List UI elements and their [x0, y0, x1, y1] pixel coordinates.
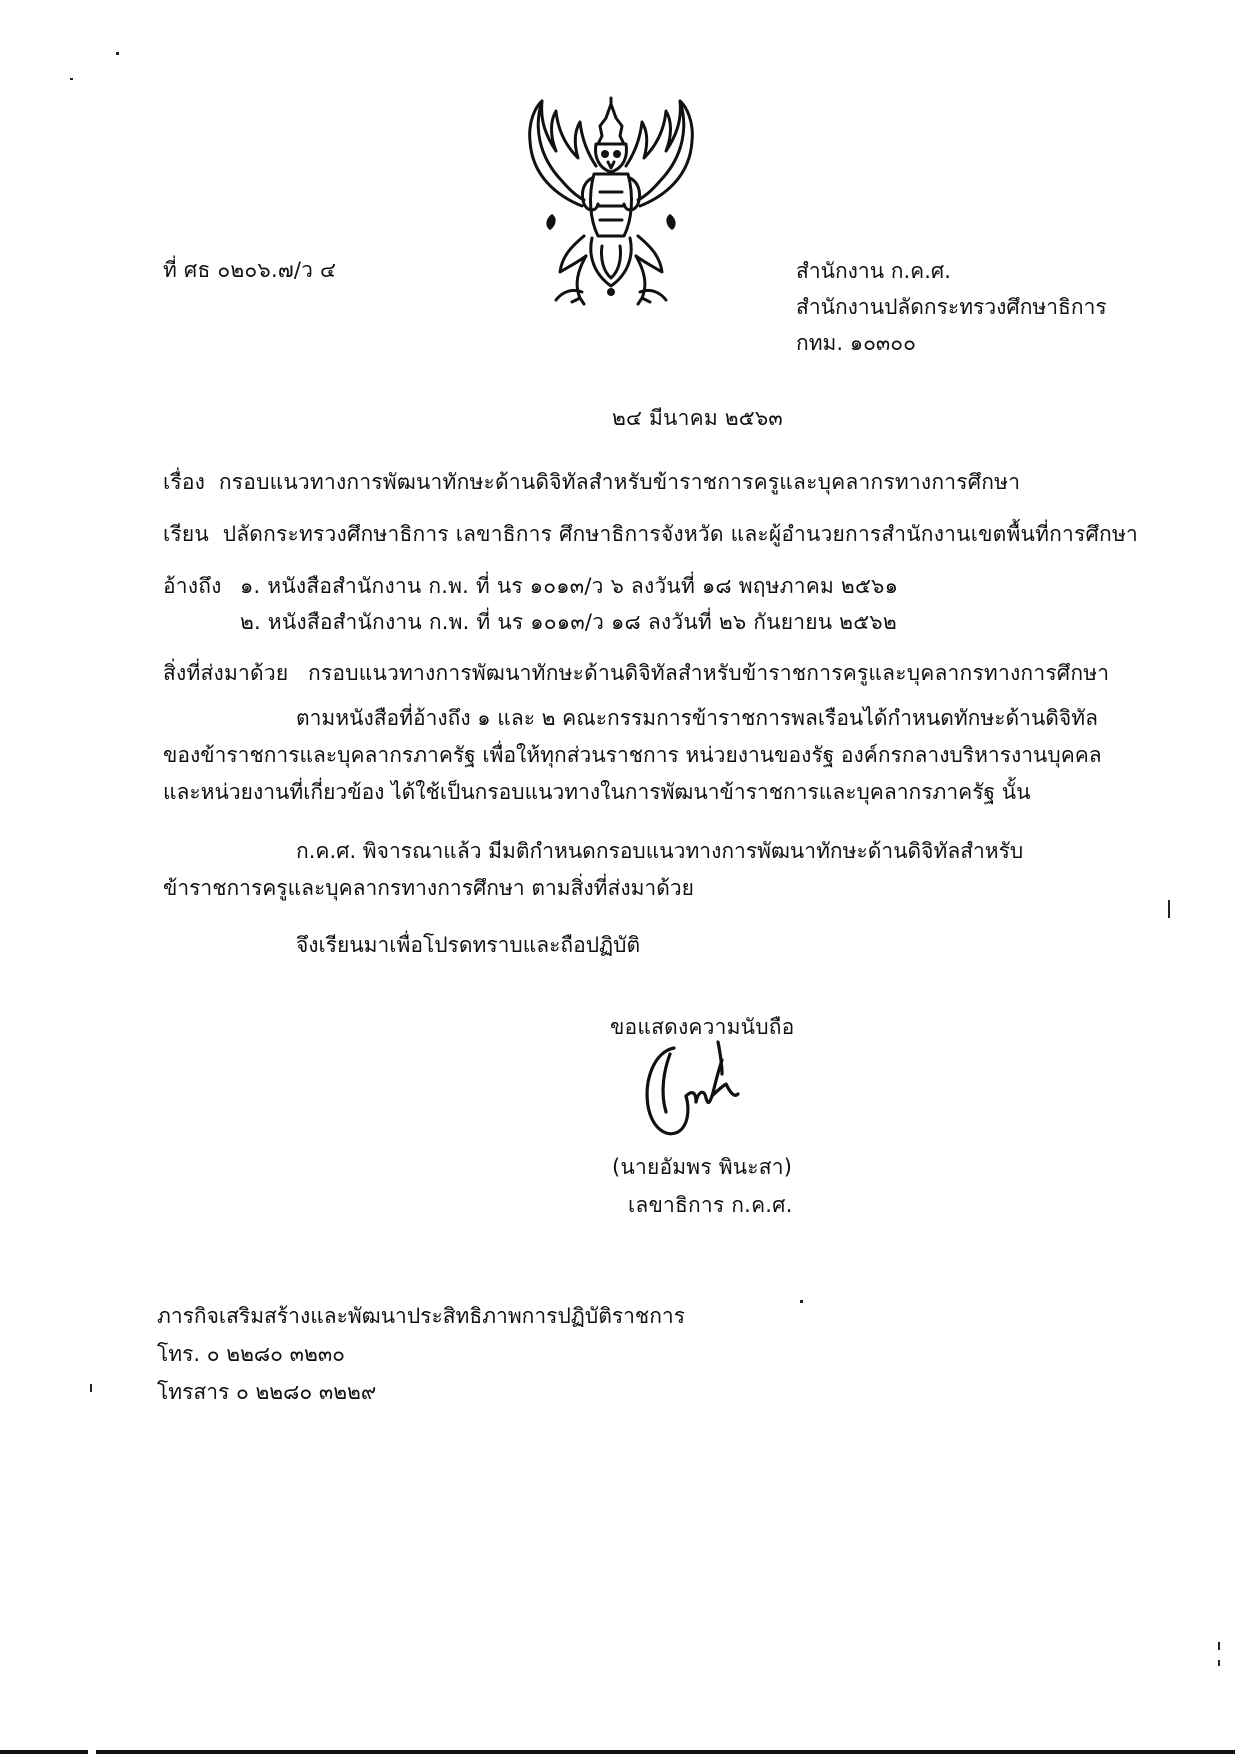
office-address	[796, 253, 1176, 361]
letter-date: ๒๔ มีนาคม ๒๕๖๓	[612, 406, 783, 430]
subject-label: เรื่อง	[163, 470, 206, 494]
enclosure-text: กรอบแนวทางการพัฒนาทักษะด้านดิจิทัลสำหรับข้าราชการครูและบุคลากรทางการศึกษา	[308, 661, 1110, 685]
signer-title: เลขาธิการ ก.ค.ศ.	[628, 1193, 793, 1217]
garuda-emblem-icon	[522, 96, 700, 306]
reference-item: ๒. หนังสือสำนักงาน ก.พ. ที่ นร ๑๐๑๓/ว ๑๘ ลงวันที่ ๒๖ กันยายน ๒๕๖๒	[240, 610, 897, 634]
office-line: สำนักงานปลัดกระทรวงศึกษาธิการ	[796, 295, 1107, 319]
scan-edge-line	[0, 1750, 88, 1754]
body-paragraph	[163, 927, 1098, 964]
paragraph-line: และหน่วยงานที่เกี่ยวข้อง ได้ใช้เป็นกรอบแนวทางในการพัฒนาข้าราชการและบุคลากรภาครัฐ นั้น	[163, 780, 1031, 804]
handwritten-signature	[640, 1040, 770, 1150]
enclosure-label: สิ่งที่ส่งมาด้วย	[163, 661, 289, 685]
recipient-text: ปลัดกระทรวงศึกษาธิการ เลขาธิการ ศึกษาธิการจังหวัด และผู้อำนวยการสำนักงานเขตพื้นที่การศึกษา	[222, 522, 1138, 546]
subject-text: กรอบแนวทางการพัฒนาทักษะด้านดิจิทัลสำหรับข้าราชการครูและบุคลากรทางการศึกษา	[218, 470, 1021, 494]
footer-fax: โทรสาร ๐ ๒๒๘๐ ๓๒๒๙	[157, 1380, 377, 1404]
body-paragraph	[163, 700, 1102, 811]
body-paragraph	[163, 833, 1098, 907]
recipient-line	[163, 519, 1138, 549]
reference-label: อ้างถึง	[163, 574, 222, 598]
scan-speck	[70, 78, 73, 80]
scan-speck	[116, 52, 119, 55]
closing-salutation: ขอแสดงความนับถือ	[610, 1015, 795, 1039]
signer-name: (นายอัมพร พินะสา)	[612, 1155, 793, 1179]
office-line: สำนักงาน ก.ค.ศ.	[796, 259, 951, 283]
scan-speck	[800, 1300, 803, 1303]
paragraph-line: ก.ค.ศ. พิจารณาแล้ว มีมติกำหนดกรอบแนวทางการพัฒนาทักษะด้านดิจิทัลสำหรับ	[296, 839, 1024, 863]
paragraph-line: ของข้าราชการและบุคลากรภาครัฐ เพื่อให้ทุกส่วนราชการ หน่วยงานของรัฐ องค์กรกลางบริหารงานบุคคล	[163, 743, 1102, 767]
reference-item: ๑. หนังสือสำนักงาน ก.พ. ที่ นร ๑๐๑๓/ว ๖ ลงวันที่ ๑๘ พฤษภาคม ๒๕๖๑	[240, 574, 899, 598]
subject-line	[163, 467, 1020, 497]
recipient-label: เรียน	[163, 522, 209, 546]
scan-speck	[1168, 900, 1170, 918]
footer-department: ภารกิจเสริมสร้างและพัฒนาประสิทธิภาพการปฏิบัติราชการ	[157, 1304, 685, 1328]
paragraph-line: ตามหนังสือที่อ้างถึง ๑ และ ๒ คณะกรรมการข้าราชการพลเรือนได้กำหนดทักษะด้านดิจิทัล	[296, 706, 1098, 730]
footer-contact	[157, 1297, 685, 1411]
document-number: ที่ ศธ ๐๒๐๖.๗/ว ๔	[163, 258, 337, 282]
footer-phone: โทร. ๐ ๒๒๘๐ ๓๒๓๐	[157, 1342, 345, 1366]
scan-edge-line	[96, 1750, 1235, 1754]
office-line: กทม. ๑๐๓๐๐	[796, 331, 916, 355]
scan-speck	[1218, 1642, 1220, 1650]
scan-speck	[90, 1384, 92, 1392]
scan-speck	[1218, 1660, 1220, 1666]
paragraph-line: จึงเรียนมาเพื่อโปรดทราบและถือปฏิบัติ	[296, 933, 641, 957]
paragraph-line: ข้าราชการครูและบุคลากรทางการศึกษา ตามสิ่งที่ส่งมาด้วย	[163, 876, 694, 900]
